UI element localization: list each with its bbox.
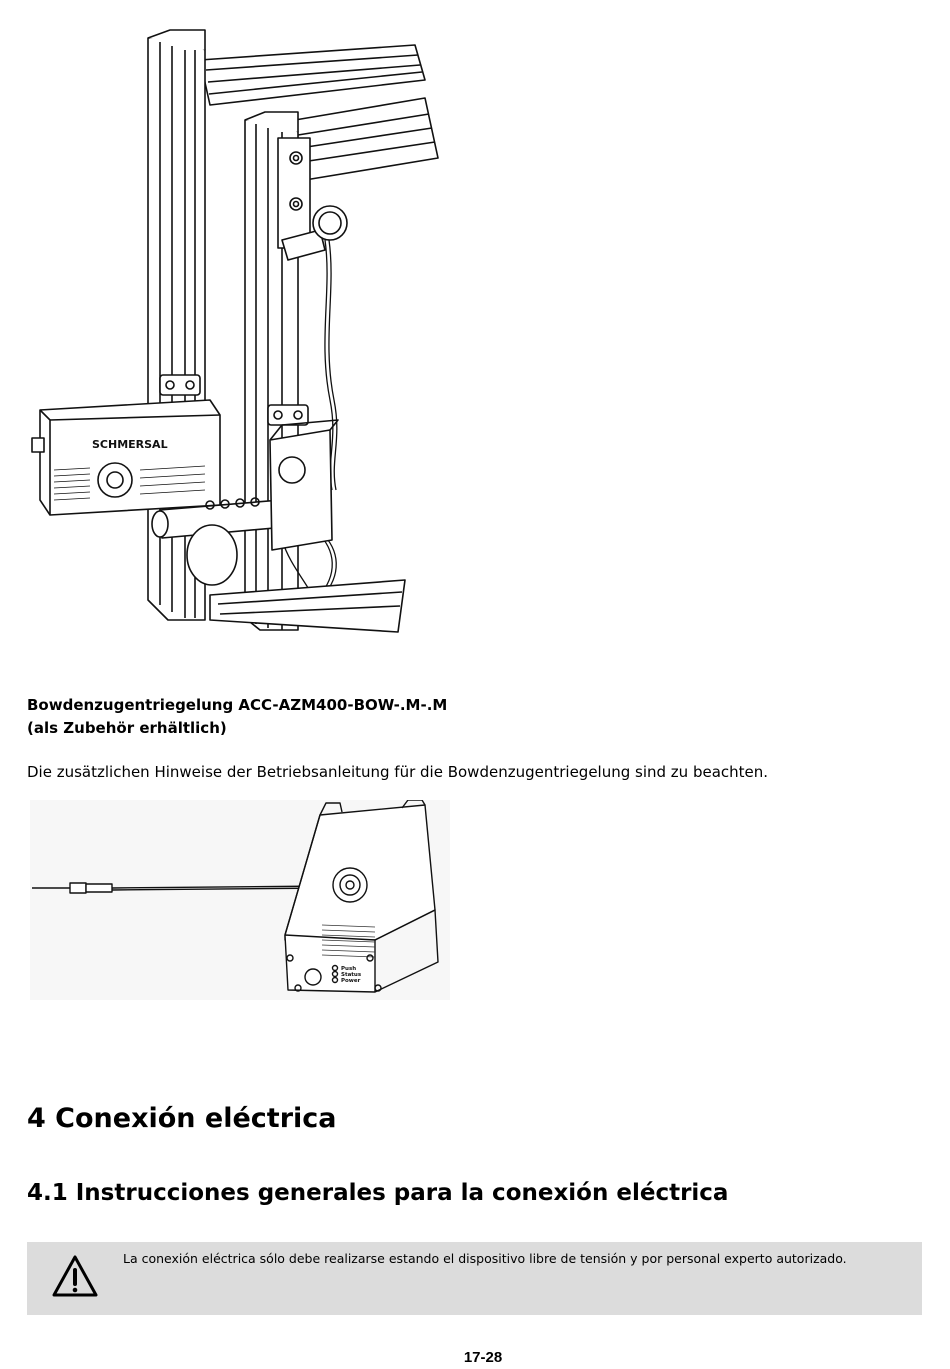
actuator-housing <box>270 420 338 550</box>
middle-rail <box>295 98 438 180</box>
bottom-rail <box>210 580 405 632</box>
led-label-push: Push <box>341 966 357 972</box>
lock-body <box>32 400 220 515</box>
page-number: 17-28 <box>463 1349 503 1366</box>
figure-caption <box>27 694 447 740</box>
warning-triangle-icon <box>51 1254 99 1298</box>
rear-top-rail <box>200 45 425 105</box>
warning-box <box>27 1242 922 1315</box>
bowden-release-illustration <box>30 800 450 1000</box>
subsection-heading: 4.1 Instrucciones generales para la conexión eléctrica <box>27 1180 729 1206</box>
led-label-status: Status <box>341 972 362 978</box>
warning-text: La conexión eléctrica sólo debe realizarse estando el dispositivo libre de tensión y por personal experto autorizado. <box>123 1251 847 1266</box>
caption-line-1: Bowdenzugentriegelung ACC-AZM400-BOW-.M-.M <box>27 696 448 714</box>
brand-label: SCHMERSAL <box>92 438 168 451</box>
led-label-power: Power <box>341 978 361 984</box>
lock-mounting-illustration <box>20 20 460 660</box>
caption-line-2: (als Zubehör erhältlich) <box>27 719 227 737</box>
key-tag <box>313 206 347 240</box>
instruction-note: Die zusätzlichen Hinweise der Betriebsanleitung für die Bowdenzugentriegelung sind zu beachten. <box>27 763 769 781</box>
section-heading: 4 Conexión eléctrica <box>27 1103 337 1134</box>
